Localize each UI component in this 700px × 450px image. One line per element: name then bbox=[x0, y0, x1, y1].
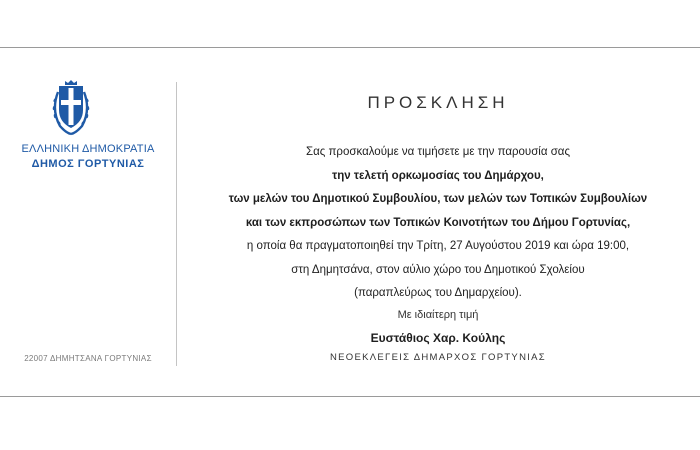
body-line-5: η οποία θα πραγματοποιηθεί την Τρίτη, 27 Αυγούστου 2019 και ώρα 19:00, bbox=[246, 240, 630, 252]
top-divider bbox=[0, 47, 700, 48]
invitation-title: ΠΡΟΣΚΛΗΣΗ bbox=[367, 93, 509, 112]
closing-phrase: Με ιδιαίτερη τιμή bbox=[397, 309, 479, 321]
body-line-2: την τελετή ορκωμοσίας του Δημάρχου, bbox=[332, 169, 544, 182]
body-line-3: των μελών του Δημοτικού Συμβουλίου, των μελών των Τοπικών Συμβουλίων bbox=[228, 193, 648, 205]
org-address: 22007 ΔΗΜΗΤΣΑΝΑ ΓΟΡΤΥΝΙΑΣ bbox=[24, 354, 152, 363]
hellenic-coat-of-arms-icon bbox=[48, 80, 94, 136]
org-name-line2: ΔΗΜΟΣ ΓΟΡΤΥΝΙΑΣ bbox=[31, 158, 145, 170]
invitation-body bbox=[176, 141, 700, 306]
bottom-divider bbox=[0, 396, 700, 397]
signatory-name: Ευστάθιος Χαρ. Κούλης bbox=[370, 331, 506, 345]
body-line-6: στη Δημητσάνα, στον αύλιο χώρο του Δημοτικού Σχολείου bbox=[291, 263, 585, 276]
signatory-role: ΝΕΟΕΚΛΕΓΕΙΣ ΔΗΜΑΡΧΟΣ ΓΟΡΤΥΝΙΑΣ bbox=[330, 352, 546, 363]
body-line-4: και των εκπροσώπων των Τοπικών Κοινοτήτων του Δήμου Γορτυνίας, bbox=[245, 216, 631, 229]
org-name-line1: ΕΛΛΗΝΙΚΗ ΔΗΜΟΚΡΑΤΙΑ bbox=[21, 143, 155, 155]
body-line-1: Σας προσκαλούμε να τιμήσετε με την παρουσία σας bbox=[306, 146, 570, 158]
body-line-7: (παραπλεύρως του Δημαρχείου). bbox=[354, 287, 522, 299]
